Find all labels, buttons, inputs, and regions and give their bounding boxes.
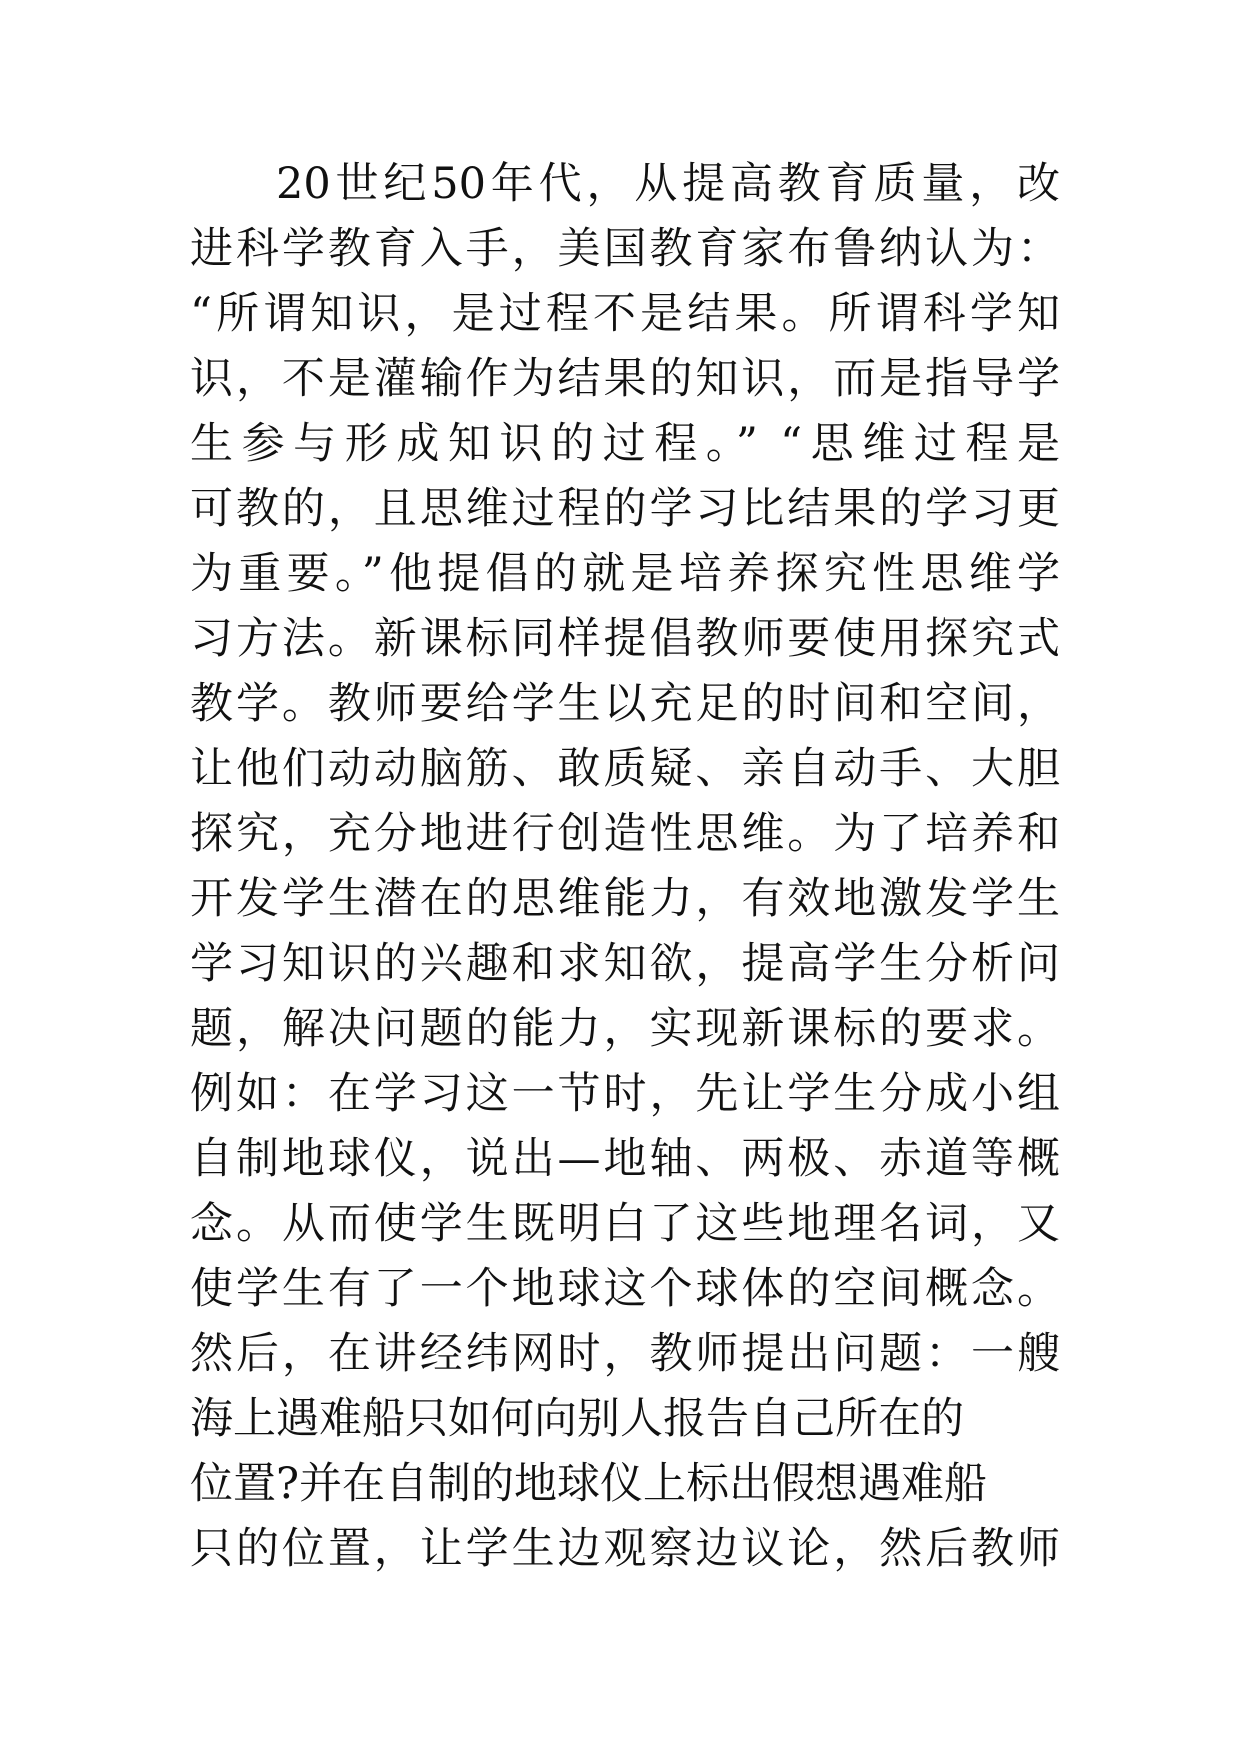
text-line: 位置?并在自制的地球仪上标出假想遇难船 xyxy=(190,1459,988,1509)
text-line: 使学生有了一个地球这个球体的空间概念。 xyxy=(190,1264,1060,1314)
text-line: 教学。教师要给学生以充足的时间和空间， xyxy=(190,679,1060,729)
body-paragraph xyxy=(190,152,1060,1582)
text-line: 习方法。新课标同样提倡教师要使用探究式 xyxy=(190,614,1060,664)
text-line: 只的位置，让学生边观察边议论，然后教师 xyxy=(190,1524,1060,1574)
text-line: 自制地球仪，说出—地轴、两极、赤道等概 xyxy=(190,1134,1060,1184)
text-line: 进科学教育入手，美国教育家布鲁纳认为： xyxy=(190,224,1060,274)
text-line: 例如：在学习这一节时，先让学生分成小组 xyxy=(190,1069,1060,1119)
text-line: 让他们动动脑筋、敢质疑、亲自动手、大胆 xyxy=(190,744,1060,794)
text-line: 探究，充分地进行创造性思维。为了培养和 xyxy=(190,809,1060,859)
text-line: 20世纪50年代，从提高教育质量，改 xyxy=(276,159,1060,209)
text-line: 学习知识的兴趣和求知欲，提高学生分析问 xyxy=(190,939,1060,989)
text-line: “所谓知识，是过程不是结果。所谓科学知 xyxy=(190,289,1060,339)
text-line: 为重要。”他提倡的就是培养探究性思维学 xyxy=(190,549,1060,599)
text-line: 可教的，且思维过程的学习比结果的学习更 xyxy=(190,484,1060,534)
text-line: 开发学生潜在的思维能力，有效地激发学生 xyxy=(190,874,1060,924)
text-line: 识，不是灌输作为结果的知识，而是指导学 xyxy=(190,354,1060,404)
text-line: 题，解决问题的能力，实现新课标的要求。 xyxy=(190,1004,1060,1054)
text-line: 然后，在讲经纬网时，教师提出问题：一艘 xyxy=(190,1329,1060,1379)
text-line: 海上遇难船只如何向别人报告自己所在的 xyxy=(190,1394,964,1444)
text-line: 生参与形成知识的过程。” “思维过程是 xyxy=(190,419,1060,469)
text-line: 念。从而使学生既明白了这些地理名词，又 xyxy=(190,1199,1060,1249)
